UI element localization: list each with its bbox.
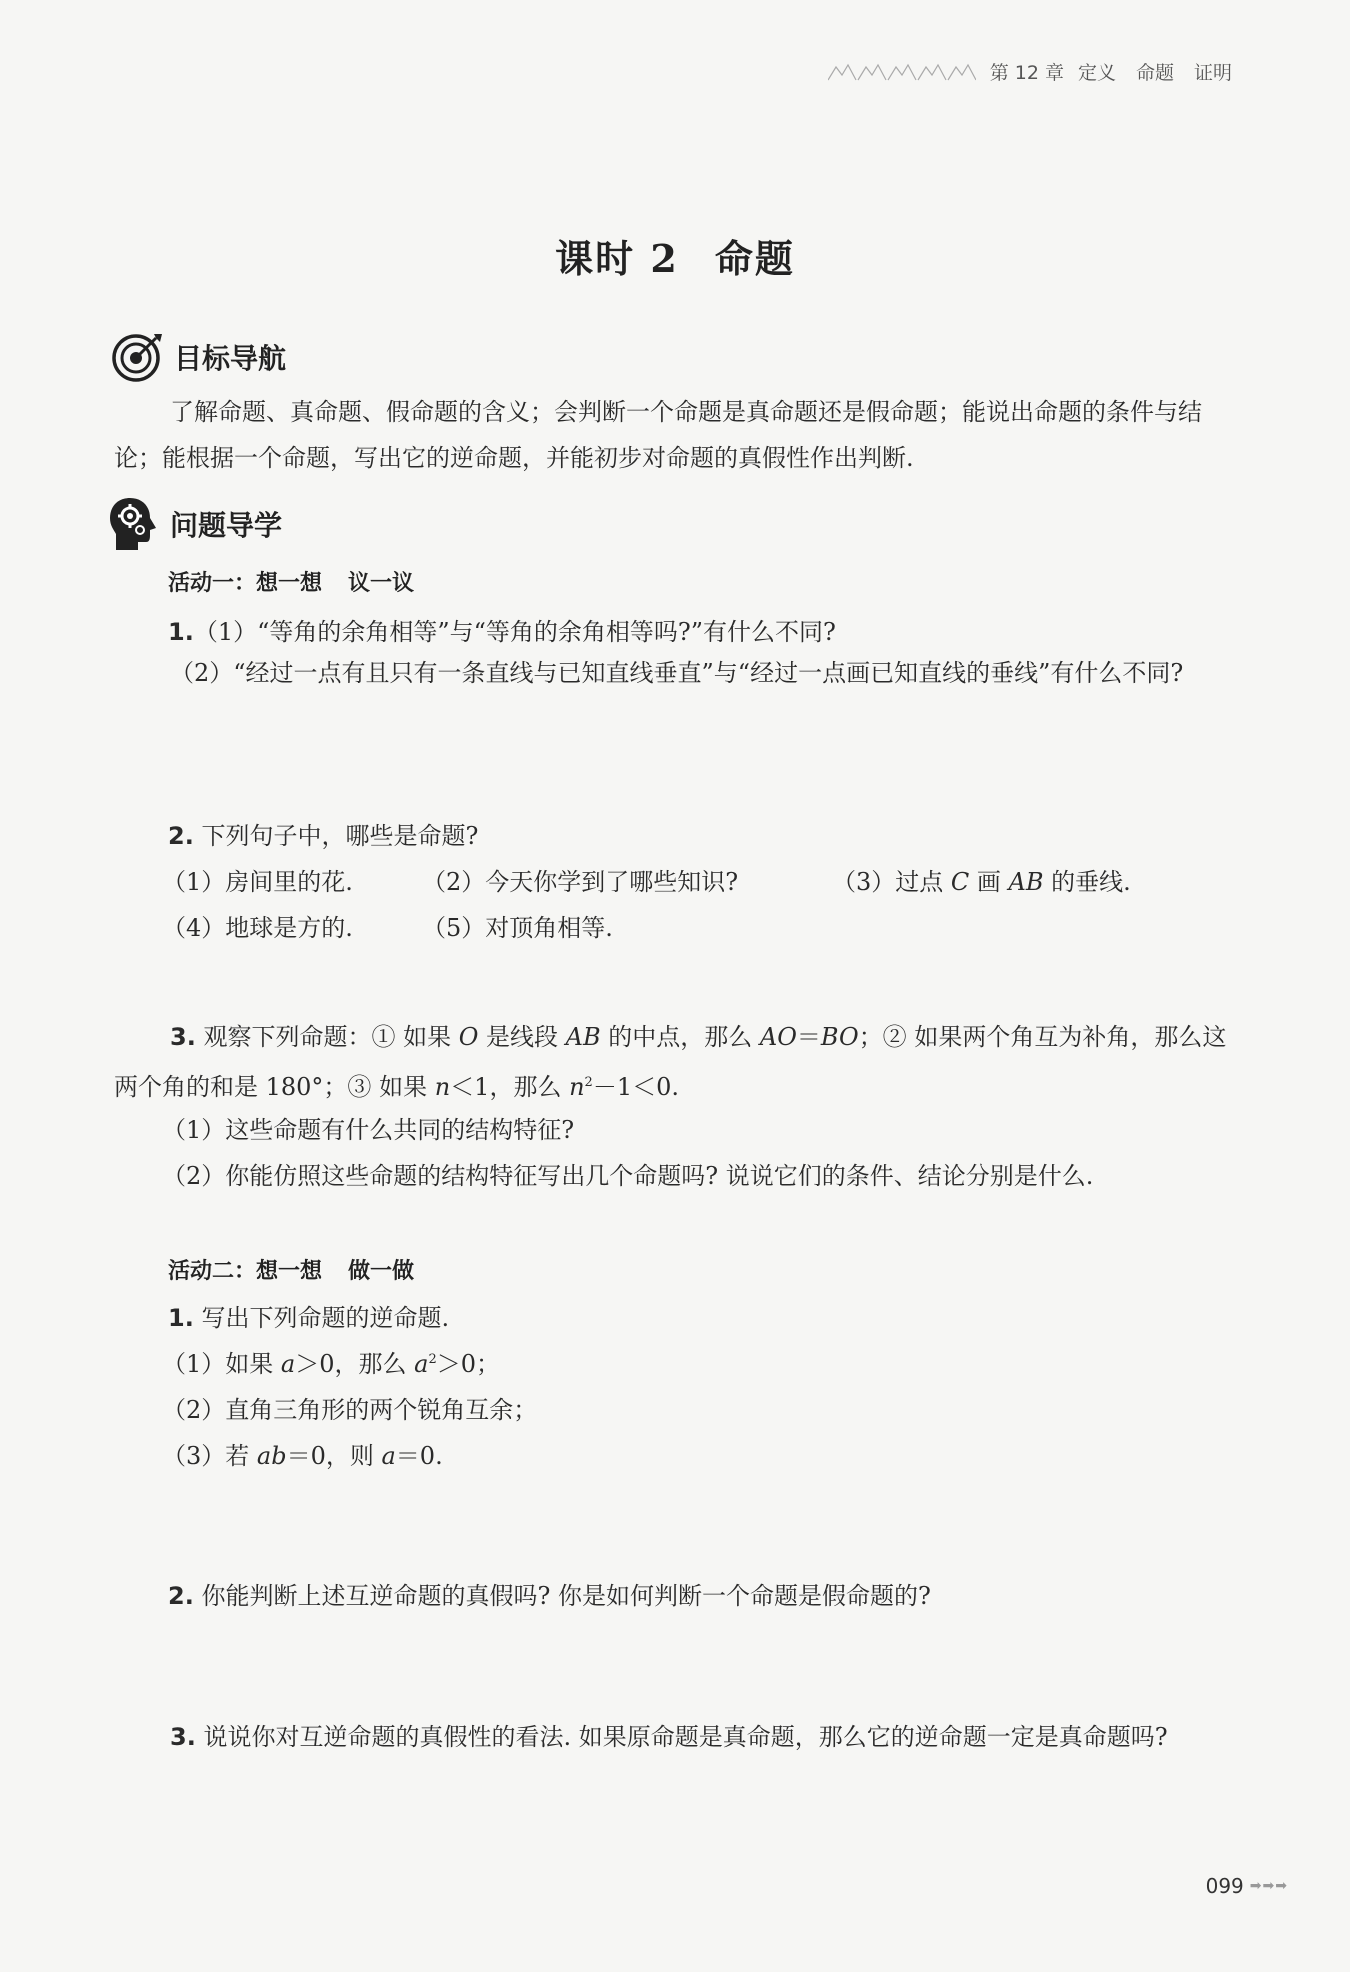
- variable-a: a: [381, 1442, 396, 1470]
- option-1: （1）房间里的花.: [162, 868, 353, 896]
- question-2-options-row-2: [162, 908, 613, 943]
- question-text: ＜1，那么: [450, 1073, 570, 1101]
- equals-sign: ＝: [796, 1023, 821, 1051]
- item-text: ＞0，那么: [295, 1350, 415, 1378]
- option-3-text: 的垂线.: [1043, 868, 1131, 896]
- variable-n: n: [434, 1073, 451, 1101]
- segment-bo: BO: [820, 1023, 859, 1051]
- goals-text: 了解命题、真命题、假命题的含义；会判断一个命题是真命题还是假命题；能说出命题的条件与结论；能根据一个命题，写出它的逆命题，并能初步对命题的真假性作出判断.: [114, 398, 1202, 472]
- option-2: （2）今天你学到了哪些知识?: [422, 868, 739, 896]
- option-3-text: 画: [969, 868, 1009, 896]
- exponent: 2: [428, 1352, 437, 1367]
- a2-question-1-stem: [168, 1298, 449, 1333]
- arrow-icon: ➡➡➡: [1249, 1878, 1288, 1894]
- question-number: 1.: [168, 1304, 194, 1332]
- activity-two-title-part: 活动二：想一想: [168, 1259, 323, 1284]
- activity-one-title-part: 活动一：想一想: [168, 571, 323, 596]
- option-3-text: （3）过点: [832, 868, 951, 896]
- lesson-title: [0, 228, 1350, 283]
- goals-heading: [110, 330, 286, 384]
- question-text: 下列句子中，哪些是命题?: [201, 822, 479, 850]
- goals-heading-label: 目标导航: [174, 342, 287, 375]
- option-5: （5）对顶角相等.: [422, 914, 613, 942]
- page-footer: [1206, 1874, 1288, 1898]
- a2-question-1-item-1: [162, 1344, 500, 1379]
- question-text: －1＜0.: [592, 1073, 679, 1101]
- option-4: （4）地球是方的.: [162, 914, 353, 942]
- guide-heading: [108, 496, 282, 552]
- question-number: 2.: [168, 822, 194, 850]
- question-3-stem: [114, 1014, 1234, 1110]
- point-o: O: [458, 1023, 479, 1051]
- segment-ab: AB: [1008, 868, 1044, 896]
- page-number: 099: [1205, 1874, 1244, 1898]
- running-header: [828, 58, 1232, 85]
- exponent: 2: [584, 1075, 593, 1090]
- item-text: （1）如果: [162, 1350, 281, 1378]
- a2-question-1-item-3: [162, 1436, 443, 1471]
- guide-heading-label: 问题导学: [170, 509, 283, 542]
- question-text: 写出下列命题的逆命题.: [201, 1304, 450, 1332]
- lesson-number: 课时 2: [555, 236, 679, 281]
- question-number: 3.: [170, 1023, 196, 1051]
- variable-n: n: [569, 1073, 585, 1101]
- question-text: 的中点，那么: [600, 1023, 760, 1051]
- activity-two-title: [168, 1254, 414, 1285]
- option-3: [832, 862, 1131, 897]
- question-3-part-1: （1）这些命题有什么共同的结构特征?: [162, 1116, 575, 1144]
- chapter-part: 命题: [1135, 62, 1174, 84]
- question-number: 2.: [168, 1582, 194, 1610]
- activity-one-title-part: 议一议: [348, 571, 415, 596]
- item-text: ＝0，则: [286, 1442, 382, 1470]
- a2-question-2: [168, 1576, 931, 1611]
- question-text: 说说你对互逆命题的真假性的看法. 如果原命题是真命题，那么它的逆命题一定是真命题吗?: [203, 1723, 1168, 1751]
- chapter-part: 证明: [1193, 62, 1232, 84]
- variable-a: a: [280, 1350, 296, 1378]
- question-number: 3.: [170, 1723, 196, 1751]
- point-c: C: [950, 868, 970, 896]
- item-text: ＞0；: [436, 1350, 500, 1378]
- segment-ab: AB: [565, 1023, 601, 1051]
- activity-one-title: [168, 566, 414, 597]
- question-number: 1.: [168, 618, 194, 646]
- item-text: （3）若: [162, 1442, 257, 1470]
- question-1-part-2: （2）“经过一点有且只有一条直线与已知直线垂直”与“经过一点画已知直线的垂线”有什么不同?: [170, 659, 1184, 687]
- question-text: 你能判断上述互逆命题的真假吗? 你是如何判断一个命题是假命题的?: [201, 1582, 931, 1610]
- variable-a: a: [414, 1350, 429, 1378]
- question-text: ；② 如果两个角互为补角，那么这两个角的和是 180°；③ 如果: [114, 1023, 1227, 1101]
- question-text: 是线段: [478, 1023, 566, 1051]
- chapter-parts: [1078, 58, 1232, 85]
- question-text: （1）“等角的余角相等”与“等角的余角相等吗?”有什么不同?: [193, 618, 836, 646]
- question-2-stem: [168, 816, 478, 851]
- question-2-options-row-1: [162, 862, 1131, 897]
- question-1-part-1: [168, 612, 836, 647]
- question-3-part-2: （2）你能仿照这些命题的结构特征写出几个命题吗? 说说它们的条件、结论分别是什么.: [162, 1162, 1094, 1190]
- question-text: 观察下列命题：① 如果: [195, 1023, 459, 1051]
- segment-ao: AO: [759, 1023, 797, 1051]
- a2-question-3: [114, 1714, 1234, 1760]
- chapter-part: 定义: [1077, 62, 1116, 84]
- mountain-peaks-icon: [828, 63, 976, 81]
- product-ab: ab: [256, 1442, 287, 1470]
- lesson-topic: 命题: [714, 236, 795, 281]
- target-icon: [110, 330, 164, 384]
- a2-question-1-item-2: （2）直角三角形的两个锐角互余；: [162, 1396, 538, 1424]
- activity-two-title-part: 做一做: [348, 1259, 415, 1284]
- chapter-number: 第 12 章: [989, 62, 1064, 84]
- item-text: ＝0.: [395, 1442, 443, 1470]
- head-gear-icon: [108, 496, 160, 552]
